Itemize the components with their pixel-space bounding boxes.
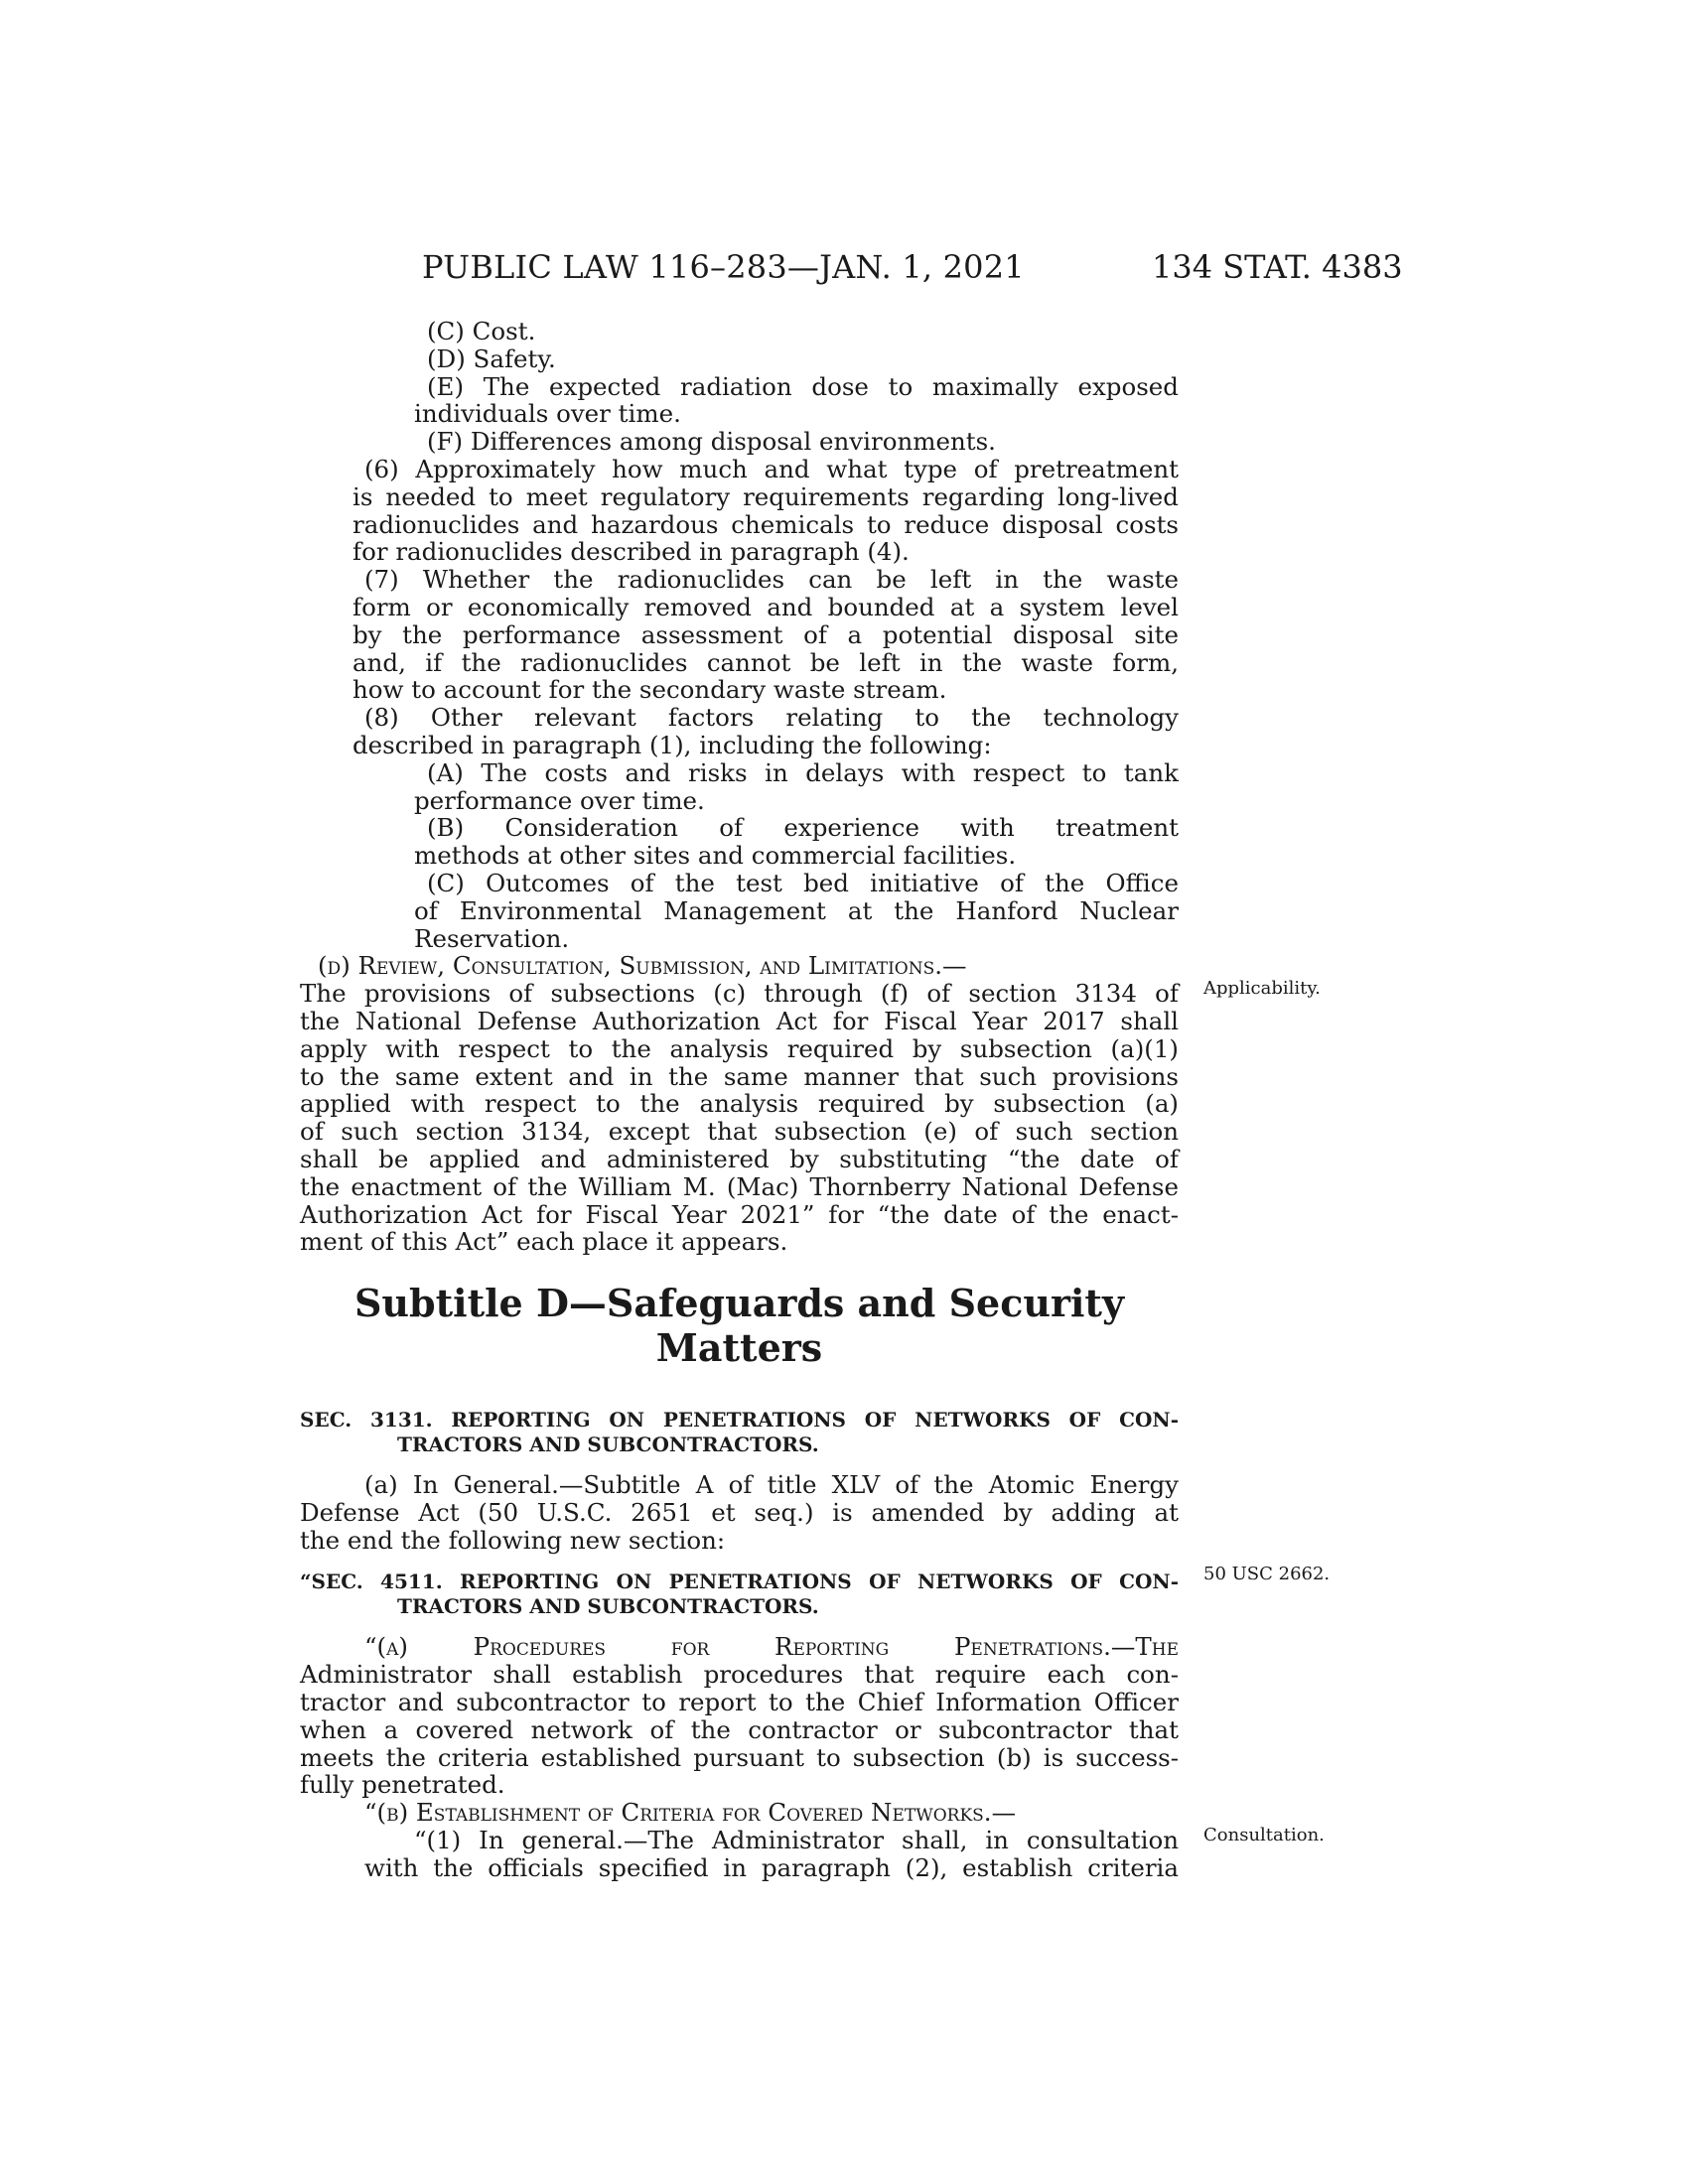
section-heading-line: “SEC. 4511. REPORTING ON PENETRATIONS OF NETWORKS OF CON- <box>300 1570 1179 1594</box>
text-line: (A) The costs and risks in delays with respect to tank <box>427 757 1179 787</box>
sidenote-consultation: Consultation. <box>1203 1825 1325 1845</box>
subtitle-heading <box>300 1281 1179 1370</box>
text-line: radionuclides and hazardous chemicals to reduce disposal costs <box>352 509 1179 539</box>
text-line: (D) Safety. <box>427 343 556 373</box>
sidenote-usc-citation: 50 USC 2662. <box>1203 1564 1331 1584</box>
text-line: individuals over time. <box>414 399 681 429</box>
body-text-lower <box>300 1408 1179 1882</box>
running-header-title: PUBLIC LAW 116–283—JAN. 1, 2021 <box>422 248 1025 286</box>
text-line: Reservation. <box>414 923 570 953</box>
sidenote-applicability: Applicability. <box>1203 978 1321 999</box>
text-line: described in paragraph (1), including the following: <box>352 730 992 759</box>
text-line: “(1) In general.—The Administrator shall, in consultation <box>414 1825 1179 1854</box>
text-line: the end the following new section: <box>300 1525 726 1555</box>
text-line: (7) Whether the radionuclides can be left in the waste <box>364 565 1179 595</box>
text-line: and, if the radionuclides cannot be left in the waste form, <box>352 647 1179 677</box>
text-line: Authorization Act for Fiscal Year 2021” for “the date of the enact- <box>300 1199 1179 1229</box>
text-line: by the performance assessment of a potential disposal site <box>352 619 1179 649</box>
text-line: (B) Consideration of experience with treatment <box>427 813 1179 843</box>
text-line: how to account for the secondary waste stream. <box>352 675 947 705</box>
text-line: form or economically removed and bounded at a system level <box>352 592 1179 621</box>
text-line: applied with respect to the analysis required by subsection (a) <box>300 1089 1179 1119</box>
body-text-upper <box>300 318 1179 1256</box>
text-line: performance over time. <box>414 785 705 815</box>
text-line: of Environmental Management at the Hanford Nuclear <box>414 895 1179 925</box>
text-line: for radionuclides described in paragraph (4). <box>352 537 910 567</box>
text-line: when a covered network of the contractor or subcontractor that <box>300 1714 1179 1744</box>
text-line: the National Defense Authorization Act for Fiscal Year 2017 shall <box>300 1006 1179 1035</box>
section-3131-heading <box>300 1408 1179 1457</box>
text-line: (E) The expected radiation dose to maximally exposed <box>427 371 1179 401</box>
text-line: “(a) Procedures for Reporting Penetrations.—The <box>364 1632 1179 1662</box>
section-heading-line: TRACTORS AND SUBCONTRACTORS. <box>397 1594 819 1619</box>
text-line: to the same extent and in the same manner that such provisions <box>300 1061 1179 1091</box>
text-line: (F) Differences among disposal environments. <box>427 427 996 457</box>
text-line: the enactment of the William M. (Mac) Thornberry National Defense <box>300 1171 1179 1201</box>
text-line: methods at other sites and commercial facilities. <box>414 841 1017 871</box>
text-line: is needed to meet regulatory requirements regarding long-lived <box>352 481 1179 511</box>
text-line: (a) In General.—Subtitle A of title XLV of the Atomic Energy <box>364 1470 1179 1499</box>
subsection-heading: “(b) Establishment of Criteria for Covered Networks.— <box>364 1798 1017 1828</box>
text-line: (C) Outcomes of the test bed initiative of the Office <box>427 868 1179 897</box>
text-line: (8) Other relevant factors relating to the technology <box>364 703 1179 733</box>
section-4511-heading <box>300 1570 1179 1619</box>
subtitle-line: Subtitle D—Safeguards and Security <box>353 1281 1125 1325</box>
text-line: (6) Approximately how much and what type of pretreatment <box>364 454 1179 483</box>
text-line: fully penetrated. <box>300 1770 505 1800</box>
text-line: (C) Cost. <box>427 317 536 345</box>
running-header-page-number: 134 STAT. 4383 <box>1152 248 1403 286</box>
text-line: Defense Act (50 U.S.C. 2651 et seq.) is amended by adding at <box>300 1497 1179 1527</box>
text-line: ment of this Act” each place it appears. <box>300 1227 788 1257</box>
section-heading-line: SEC. 3131. REPORTING ON PENETRATIONS OF NETWORKS OF CON- <box>300 1408 1179 1432</box>
subtitle-line: Matters <box>655 1325 823 1370</box>
text-line: The provisions of subsections (c) through (f) of section 3134 of <box>300 979 1179 1009</box>
text-line: of such section 3134, except that subsection (e) of such section <box>300 1117 1179 1147</box>
section-heading-line: TRACTORS AND SUBCONTRACTORS. <box>397 1433 819 1456</box>
text-line: shall be applied and administered by substituting “the date of <box>300 1144 1179 1173</box>
text-line: tractor and subcontractor to report to the Chief Information Officer <box>300 1687 1179 1716</box>
text-line: meets the criteria established pursuant to subsection (b) is success- <box>300 1742 1179 1772</box>
text-line: with the officials specified in paragraph (2), establish criteria <box>364 1852 1179 1882</box>
text-line: Administrator shall establish procedures that require each con- <box>300 1660 1179 1690</box>
subsection-heading: (d) Review, Consultation, Submission, and Limitations.— <box>318 951 967 981</box>
text-line: apply with respect to the analysis required by subsection (a)(1) <box>300 1033 1179 1063</box>
